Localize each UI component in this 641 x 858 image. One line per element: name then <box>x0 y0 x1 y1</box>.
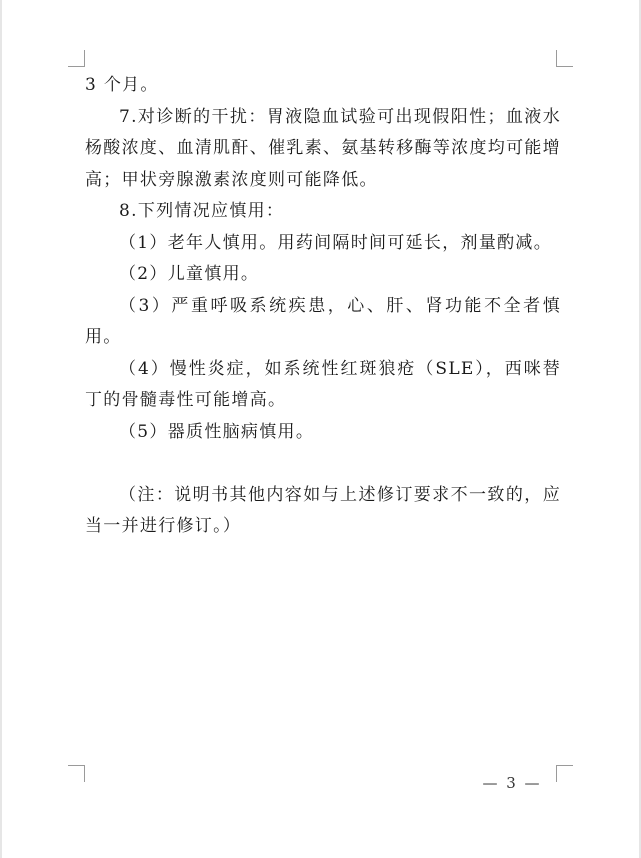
list-item-children: （2）儿童慎用。 <box>119 264 260 284</box>
paragraph-caution-heading: 8.下列情况应慎用： <box>119 201 285 221</box>
crop-mark-top-right <box>556 50 573 67</box>
crop-mark-top-left <box>68 50 85 67</box>
list-item-elderly: （1）老年人慎用。用药间隔时间可延长，剂量酌减。 <box>119 232 553 253</box>
paragraph-note: （注：说明书其他内容如与上述修订要求不一致的，应当一并进行修订。） <box>85 484 561 536</box>
list-item-organ-insufficiency: （3）严重呼吸系统疾患，心、肝、肾功能不全者慎用。 <box>85 295 561 347</box>
crop-mark-bottom-right <box>556 765 573 782</box>
list-item-chronic-inflammation: （4）慢性炎症，如系统性红斑狼疮（SLE），西咪替丁的骨髓毒性可能增高。 <box>85 358 561 410</box>
page-left-edge <box>0 0 2 858</box>
paragraph-continuation: 3 个月。 <box>85 75 159 95</box>
blank-line <box>85 448 561 480</box>
paragraph-diagnostic-interference: 7.对诊断的干扰：胃液隐血试验可出现假阳性；血液水杨酸浓度、血清肌酐、催乳素、氨基转移酶等浓度均可能增高；甲状旁腺激素浓度则可能降低。 <box>85 106 561 190</box>
page-number: — 3 — <box>482 774 542 792</box>
list-item-organic-brain-disease: （5）器质性脑病慎用。 <box>119 421 315 442</box>
crop-mark-bottom-left <box>68 765 85 782</box>
document-body <box>85 70 561 543</box>
